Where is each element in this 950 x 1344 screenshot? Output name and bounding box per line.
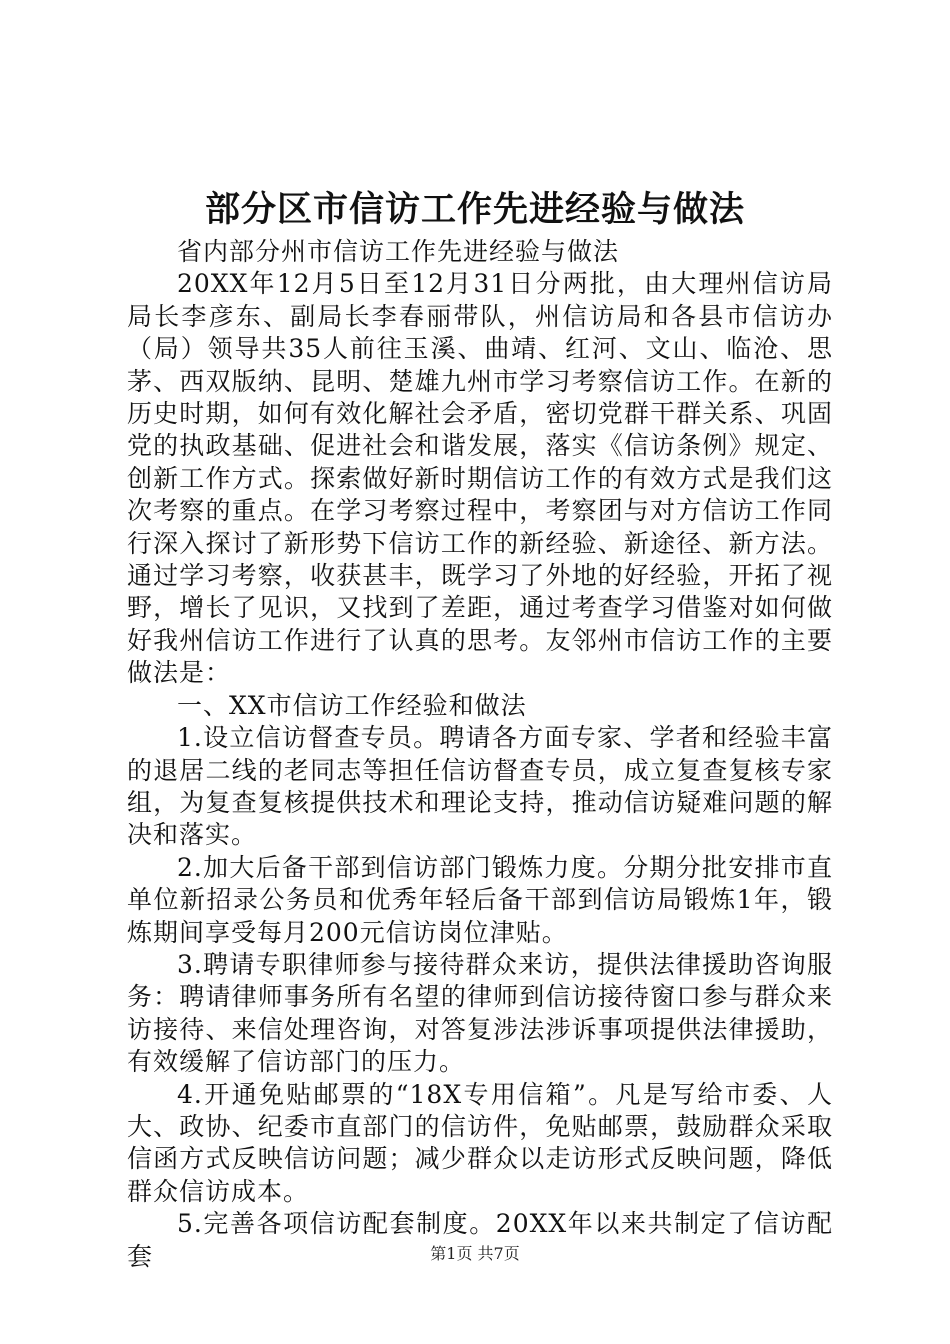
- item-paragraph-3: 3.聘请专职律师参与接待群众来访，提供法律援助咨询服务：聘请律师事务所有名望的律师到信访接待窗口参与群众来访接待、来信处理咨询，对答复涉法涉诉事项提供法律援助，有效缓解了信访部门的压力。: [127, 949, 833, 1077]
- document-title: 部分区市信访工作先进经验与做法: [204, 189, 745, 230]
- item-paragraph-4: 4.开通免贴邮票的“18X专用信箱”。凡是写给市委、人大、政协、纪委市直部门的信访件，免贴邮票，鼓励群众采取信函方式反映信访问题；减少群众以走访形式反映问题，降低群众信访成本。: [127, 1079, 833, 1206]
- item-paragraph-2: 2.加大后备干部到信访部门锻炼力度。分期分批安排市直单位新招录公务员和优秀年轻后备干部到信访局锻炼1年，锻炼期间享受每月200元信访岗位津贴。: [127, 852, 833, 947]
- item-paragraph-1: 1.设立信访督查专员。聘请各方面专家、学者和经验丰富的退居二线的老同志等担任信访督查专员，成立复查复核专家组，为复查复核提供技术和理论支持，推动信访疑难问题的解决和落实。: [127, 723, 833, 850]
- document-body: [127, 236, 833, 1273]
- page-footer: 第1页 共7页: [430, 1244, 520, 1263]
- intro-paragraph: 20XX年12月5日至12月31日分两批，由大理州信访局局长李彦东、副局长李春丽带队，州信访局和各县市信访办（局）领导共35人前往玉溪、曲靖、红河、文山、临沧、思茅、西双版纳、昆明、楚雄九州市学习考察信访工作。在新的历史时期，如何有效化解社会矛盾，密切党群干群关系、巩固党的执政基础、促进社会和谐发展，落实《信访条例》规定、创新工作方式。探索做好新时期信访工作的有效方式是我们这次考察的重点。在学习考察过程中，考察团与对方信访工作同行深入探讨了新形势下信访工作的新经验、新途径、新方法。通过学习考察，收获甚丰，既学习了外地的好经验，开拓了视野，增长了见识，又找到了差距，通过考查学习借鉴对如何做好我州信访工作进行了认真的思考。友邻州市信访工作的主要做法是：: [127, 269, 833, 688]
- item-paragraph-5: 5.完善各项信访配套制度。20XX年以来共制定了信访配套: [127, 1209, 833, 1271]
- section-heading: 一、XX市信访工作经验和做法: [177, 690, 527, 720]
- subtitle-paragraph: 省内部分州市信访工作先进经验与做法: [177, 237, 620, 266]
